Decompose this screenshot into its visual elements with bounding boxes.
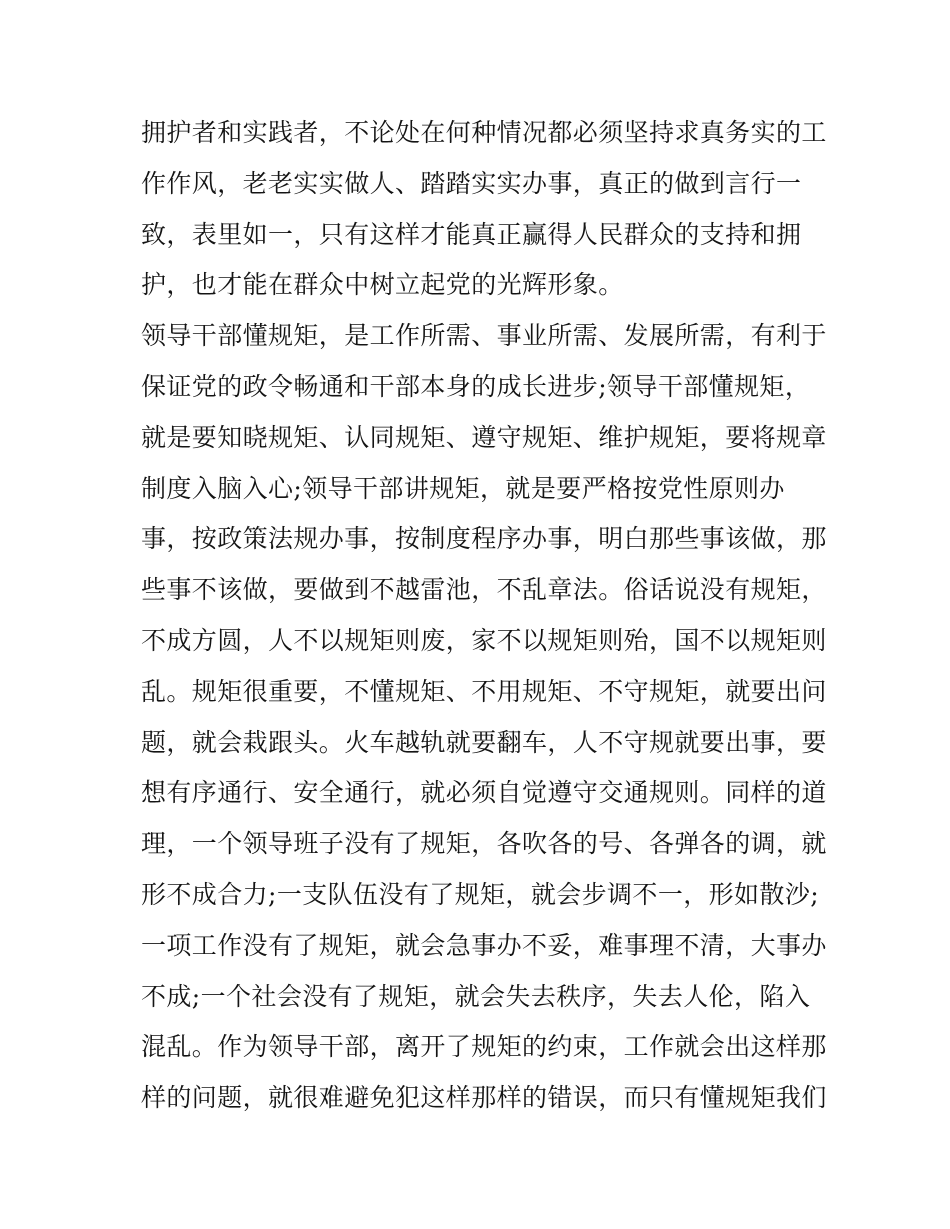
text-line: 就是要知晓规矩、认同规矩、遵守规矩、维护规矩，要将规章: [141, 422, 827, 452]
document-body: [141, 108, 827, 1124]
text-line: 拥护者和实践者，不论处在何种情况都必须坚持求真务实的工: [141, 118, 827, 147]
text-line: 想有序通行、安全通行，就必须自觉遵守交通规则。同样的道: [141, 778, 827, 808]
text-line: 些事不该做，要做到不越雷池，不乱章法。俗话说没有规矩，: [141, 575, 827, 605]
text-line: 不成方圆，人不以规矩则废，家不以规矩则殆，国不以规矩则: [141, 625, 827, 655]
text-line: 样的问题，就很难避免犯这样那样的错误，而只有懂规矩我们: [141, 1083, 827, 1113]
text-line: 制度入脑入心;领导干部讲规矩，就是要严格按党性原则办: [141, 473, 785, 503]
text-line: 一项工作没有了规矩，就会急事办不妥，难事理不清，大事办: [141, 930, 827, 960]
text-line: 乱。规矩很重要，不懂规矩、不用规矩、不守规矩，就要出问: [141, 676, 827, 706]
text-line: 作作风，老老实实做人、踏踏实实办事，真正的做到言行一: [141, 168, 802, 198]
text-line: 理，一个领导班子没有了规矩，各吹各的号、各弹各的调，就: [141, 829, 827, 859]
text-line: 致，表里如一，只有这样才能真正赢得人民群众的支持和拥: [141, 219, 802, 249]
text-line: 护，也才能在群众中树立起党的光辉形象。: [141, 270, 624, 300]
text-line: 混乱。作为领导干部，离开了规矩的约束，工作就会出这样那: [141, 1032, 827, 1062]
text-line: 事，按政策法规办事，按制度程序办事，明白那些事该做，那: [141, 524, 827, 554]
text-line: 题，就会栽跟头。火车越轨就要翻车，人不守规就要出事，要: [141, 727, 827, 757]
text-line: 领导干部懂规矩，是工作所需、事业所需、发展所需，有利于: [141, 321, 827, 351]
text-line: 保证党的政令畅通和干部本身的成长进步;领导干部懂规矩，: [141, 371, 811, 401]
text-line: 不成;一个社会没有了规矩，就会失去秩序，失去人伦，陷入: [141, 981, 811, 1011]
text-line: 形不成合力;一支队伍没有了规矩，就会步调不一，形如散沙;: [141, 879, 820, 909]
